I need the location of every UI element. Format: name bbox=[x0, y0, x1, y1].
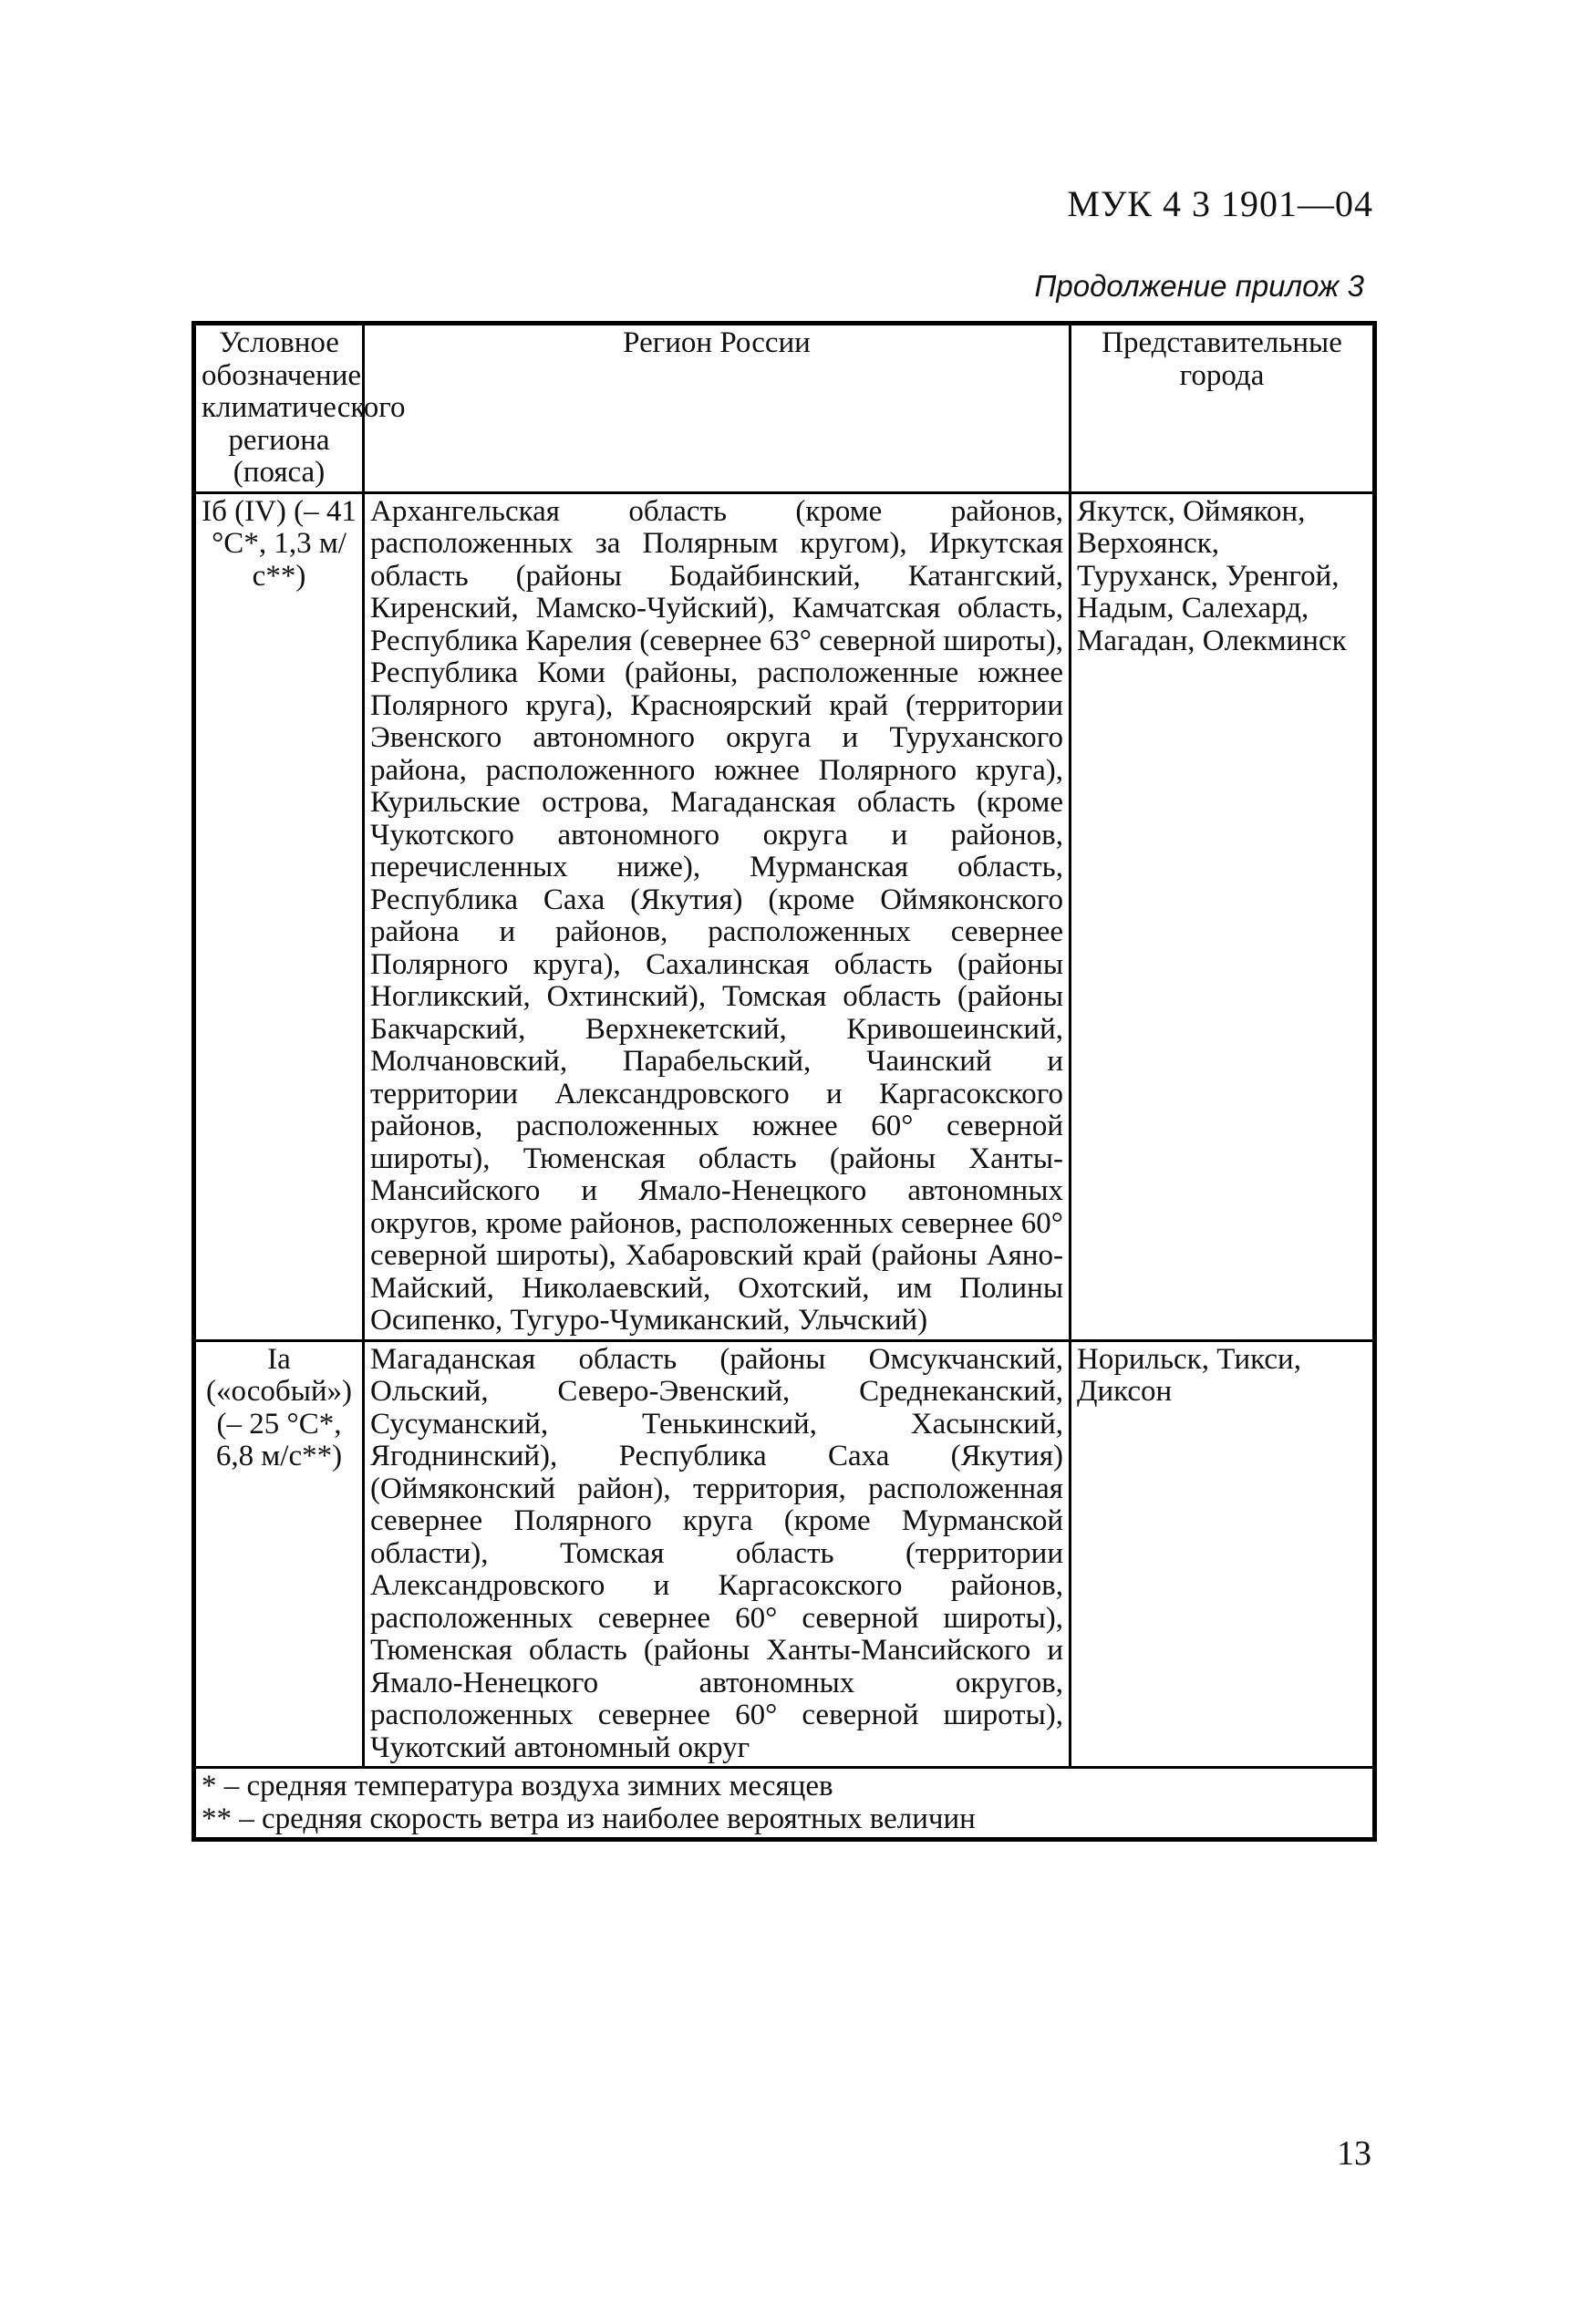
footnote-wind-speed: ** – средняя скорость ветра из наиболее вероятных величин bbox=[202, 1802, 976, 1835]
region-cell: Магаданская область (районы Омсукчанский, Ольский, Северо-Эвенский, Среднеканский, Сусуманский, Тенькинский, Хасынский, Ягоднинский), Республика Саха (Якутия) (Оймяконский район), территория, расположенная севернее Полярного круга (кроме Мурманской области), Томская область (территории Александровского и Каргасокского районов, расположенных севернее 60° северной широты), Тюменская область (районы Ханты-Мансийского и Ямало-Ненецкого автономных округов, расположенных севернее 60° северной широты), Чукотский автономный округ bbox=[364, 1340, 1071, 1768]
footnotes-cell bbox=[194, 1768, 1375, 1840]
column-header-region: Регион России bbox=[364, 324, 1071, 493]
climate-code-cell: Iа («особый») (– 25 °С*, 6,8 м/с**) bbox=[194, 1340, 364, 1768]
footnotes-row bbox=[194, 1768, 1375, 1840]
region-cell: Архангельская область (кроме районов, расположенных за Полярным кругом), Иркутская область (районы Бодайбинский, Катангский, Киренский, Мамско-Чуйский), Камчатская область, Республика Карелия (севернее 63° северной широты), Республика Коми (районы, расположенные южнее Полярного круга), Красноярский край (территории Эвенского автономного округа и Туруханского района, расположенного южнее Полярного круга), Курильские острова, Магаданская область (кроме Чукотского автономного округа и районов, перечисленных ниже), Мурманская область, Республика Саха (Якутия) (кроме Оймяконского района и районов, расположенных севернее Полярного круга), Сахалинская область (районы Ногликский, Охтинский), Томская область (районы Бакчарский, Верхнекетский, Кривошеинский, Молчановский, Парабельский, Чаинский и территории Александровского и Каргасокского районов, расположенных южнее 60° северной широты), Тюменская область (районы Ханты-Мансийского и Ямало-Ненецкого автономных округов, кроме районов, расположенных севернее 60° северной широты), Хабаровский край (районы Аяно-Майский, Николаевский, Охотский, им Полины Осипенко, Тугуро-Чумиканский, Ульчский) bbox=[364, 492, 1071, 1340]
column-header-code: Условное обозначение климатического региона (пояса) bbox=[194, 324, 364, 493]
column-header-cities: Представительные города bbox=[1071, 324, 1375, 493]
climate-regions-table bbox=[191, 321, 1377, 1842]
page-number: 13 bbox=[1337, 2134, 1371, 2173]
cities-cell: Норильск, Тикси, Диксон bbox=[1071, 1340, 1375, 1768]
table-row bbox=[194, 1340, 1375, 1768]
table-row bbox=[194, 492, 1375, 1340]
cities-cell: Якутск, Оймякон, Верхоянск, Туруханск, Уренгой, Надым, Салехард, Магадан, Олекминск bbox=[1071, 492, 1375, 1340]
climate-code-cell: Iб (IV) (– 41 °С*, 1,3 м/с**) bbox=[194, 492, 364, 1340]
continuation-label: Продолжение прилож 3 bbox=[1034, 269, 1364, 303]
document-code: МУК 4 3 1901—04 bbox=[1067, 183, 1373, 224]
table-header-row bbox=[194, 324, 1375, 493]
footnote-temperature: * – средняя температура воздуха зимних месяцев bbox=[202, 1770, 833, 1802]
